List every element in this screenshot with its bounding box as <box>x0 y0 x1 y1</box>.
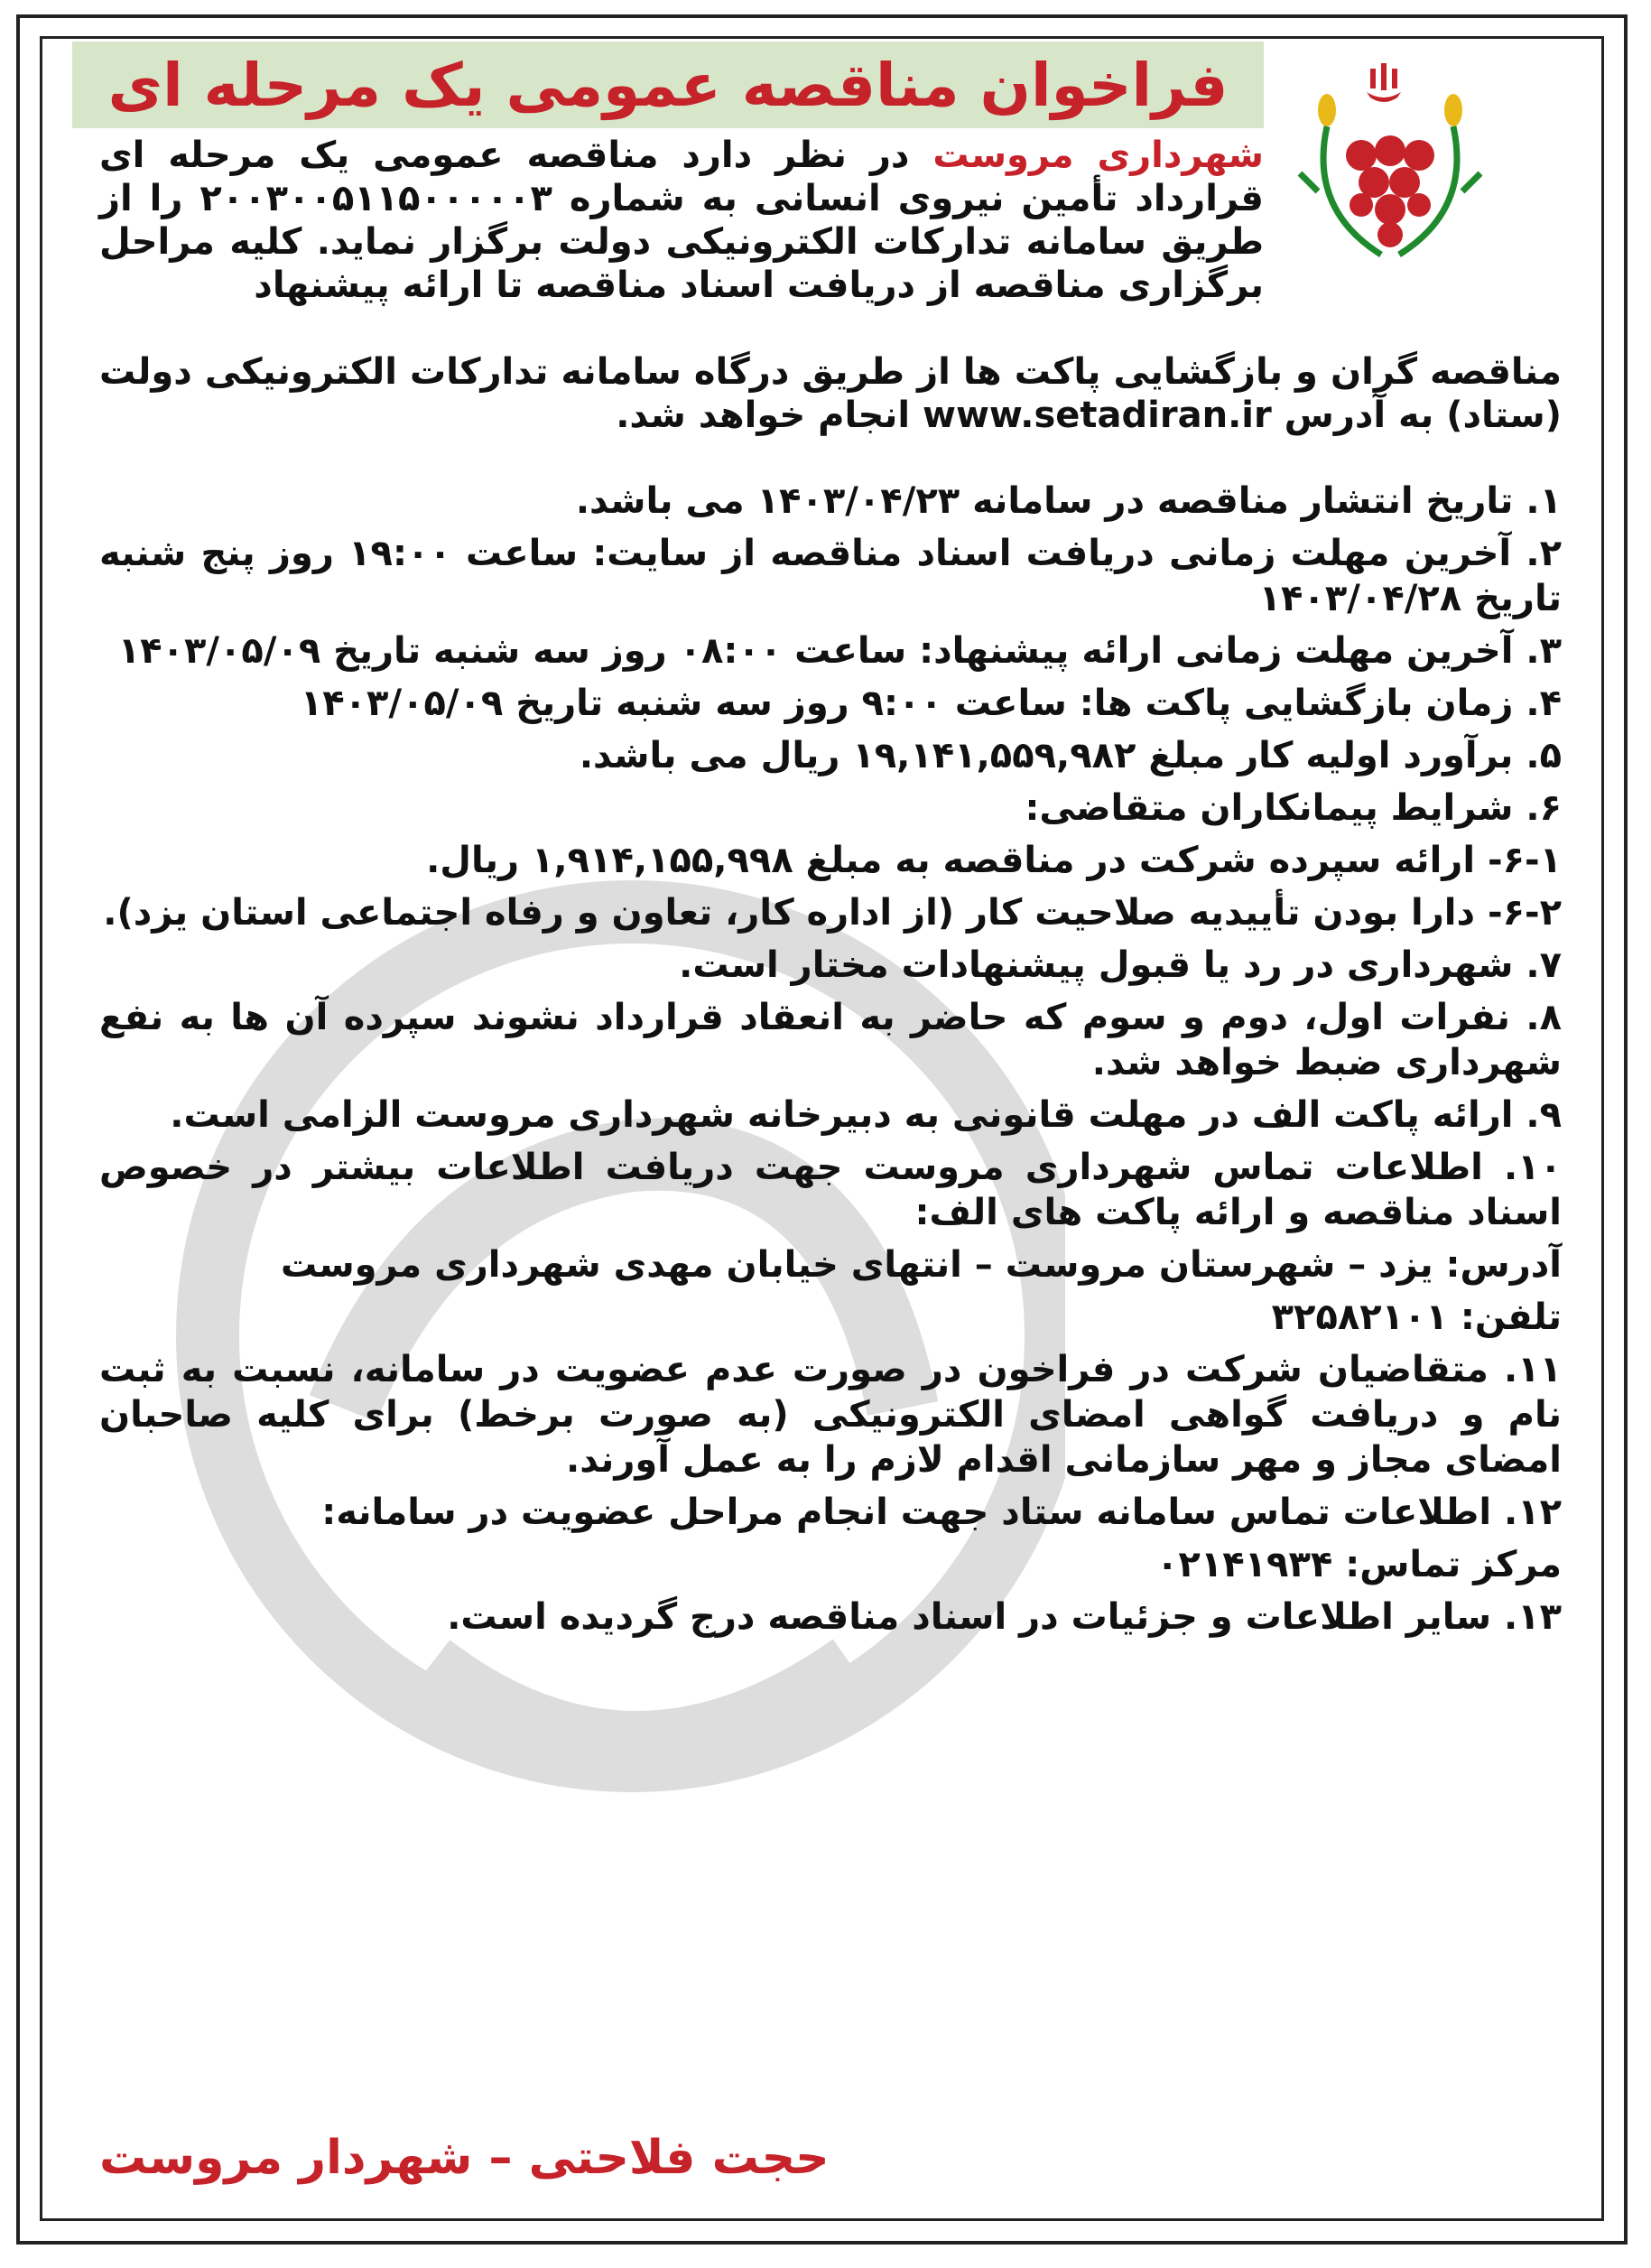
item-1-value: ۱۴۰۳/۰۴/۲۳ می باشد. <box>575 480 960 522</box>
list-item-12: ۱۲. اطلاعات تماس سامانه ستاد جهت انجام مراحل عضویت در سامانه: <box>321 1492 1562 1533</box>
intro-paragraph <box>99 134 1264 307</box>
intro-text-2: به شماره ۲۰۰۳۰۰۵۱۱۵۰۰۰۰۰۳ را از طریق سامانه تدارکات الکترونیکی دولت برگزار نماید. کلیه مراحل برگزاری مناقصه از دریافت اسناد مناقصه تا ارائه پیشنهاد <box>99 178 1264 306</box>
org-name: شهرداری مروست <box>932 135 1264 176</box>
intro-paragraph-continued <box>99 350 1562 437</box>
list-item-3 <box>99 628 1562 674</box>
item-5-value: مبلغ ۱۹,۱۴۱,۵۵۹,۹۸۲ ریال می باشد. <box>579 735 1226 776</box>
item-1-label: ۱. تاریخ انتشار مناقصه در سامانه <box>972 480 1562 522</box>
intro-text-1: در نظر دارد مناقصه عمومی یک مرحله ای <box>99 135 910 176</box>
phone-line <box>99 1295 1562 1340</box>
intro-text-3: مناقصه گران و بازگشایی پاکت ها از طریق درگاه سامانه تدارکات الکترونیکی دولت (ستاد) به آدرس www.setadiran.ir انجام خواهد شد. <box>99 351 1562 436</box>
list-item-8: ۸. نفرات اول، دوم و سوم که حاضر به انعقاد قرارداد نشوند سپرده آن ها به نفع شهرداری ضبط خواهد شد. <box>99 997 1562 1083</box>
list-item-7: ۷. شهرداری در رد یا قبول پیشنهادات مختار است. <box>679 944 1562 986</box>
title-bar <box>72 42 1264 128</box>
phone-label: تلفن: <box>1460 1297 1562 1338</box>
address-label: آدرس: <box>1445 1244 1562 1286</box>
list-item-6-1: ۶-۱- ارائه سپرده شرکت در مناقصه به مبلغ ۱,۹۱۴,۱۵۵,۹۹۸ ریال. <box>426 840 1562 881</box>
list-item-1 <box>99 479 1562 524</box>
call-center: مرکز تماس: ۰۲۱۴۱۹۳۴ <box>1155 1544 1562 1585</box>
tender-items-list <box>99 479 1562 1647</box>
item-3-value: ساعت ۰۸:۰۰ روز سه شنبه تاریخ ۱۴۰۳/۰۵/۰۹ <box>117 630 907 672</box>
list-item-6: ۶. شرایط پیمانکاران متقاضی: <box>1025 787 1562 829</box>
list-item-5 <box>99 733 1562 778</box>
item-4-label: ۴. زمان بازگشایی پاکت ها: <box>1079 683 1562 724</box>
list-item-9: ۹. ارائه پاکت الف در مهلت قانونی به دبیرخانه شهرداری مروست الزامی است. <box>170 1094 1562 1136</box>
list-item-4 <box>99 681 1562 726</box>
item-2-label: ۲. آخرین مهلت زمانی دریافت اسناد مناقصه از سایت: <box>592 533 1563 574</box>
municipality-emblem-icon <box>1291 56 1489 273</box>
list-item-10: ۱۰. اطلاعات تماس شهرداری مروست جهت دریافت اطلاعات بیشتر در خصوص اسناد مناقصه و ارائه پاکت های الف: <box>99 1147 1562 1233</box>
contract-name: قرارداد تأمین نیروی انسانی <box>754 178 1264 219</box>
page-title: فراخوان مناقصه عمومی یک مرحله ای <box>107 50 1229 120</box>
address-value: یزد – شهرستان مروست – انتهای خیابان مهدی شهرداری مروست <box>281 1244 1433 1286</box>
list-item-6-2: ۶-۲- دارا بودن تأییدیه صلاحیت کار (از اداره کار، تعاون و رفاه اجتماعی استان یزد). <box>103 892 1562 934</box>
item-2-value: ساعت ۱۹:۰۰ روز پنج شنبه تاریخ ۱۴۰۳/۰۴/۲۸ <box>99 533 1562 619</box>
item-3-label: ۳. آخرین مهلت زمانی ارائه پیشنهاد: <box>919 630 1562 672</box>
item-4-value: ساعت ۹:۰۰ روز سه شنبه تاریخ ۱۴۰۳/۰۵/۰۹ <box>300 683 1067 724</box>
item-5-label: ۵. برآورد اولیه کار <box>1238 735 1562 776</box>
list-item-2 <box>99 531 1562 621</box>
signature: حجت فلاحتی – شهردار مروست <box>99 2131 830 2185</box>
phone-value: ۳۲۵۸۲۱۰۱ <box>1271 1297 1448 1338</box>
address-line <box>99 1242 1562 1287</box>
list-item-13: ۱۳. سایر اطلاعات و جزئیات در اسناد مناقصه درج گردیده است. <box>447 1596 1562 1638</box>
list-item-11: ۱۱. متقاضیان شرکت در فراخون در صورت عدم عضویت در سامانه، نسبت به ثبت نام و دریافت گواهی امضای الکترونیکی (به صورت برخط) برای کلیه صاحبان امضای مجاز و مهر سازمانی اقدام لازم را به عمل آورند. <box>99 1349 1562 1481</box>
